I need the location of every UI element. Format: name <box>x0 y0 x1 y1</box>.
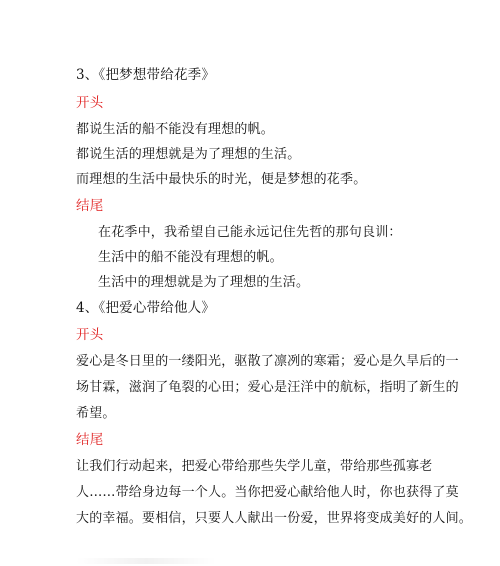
faded-bottom-mark <box>76 558 216 564</box>
section-4-opening-label: 开头 <box>76 327 104 343</box>
section-4-opening-line-3: 希望。 <box>76 406 116 421</box>
section-3-opening-line-2: 都说生活的理想就是为了理想的生活。 <box>76 147 301 162</box>
section-3-ending-line-1: 在花季中，我希望自己能永远记住先哲的那句良训： <box>98 225 402 240</box>
section-4-ending-line-1: 让我们行动起来，把爱心带给那些失学儿童，带给那些孤寡老 <box>76 459 433 474</box>
section-4-ending-line-3: 大的幸福。要相信，只要人人献出一份爱，世界将变成美好的人间。 <box>76 511 473 526</box>
section-3-ending-line-3: 生活中的理想就是为了理想的生活。 <box>98 275 310 290</box>
section-3-ending-label: 结尾 <box>76 198 104 214</box>
section-4-heading: 4、《把爱心带给他人》 <box>76 300 216 316</box>
section-3-ending-line-2: 生活中的船不能没有理想的帆。 <box>98 250 283 265</box>
section-4-ending-line-2: 人……带给身边每一个人。当你把爱心献给他人时，你也获得了莫 <box>76 485 459 500</box>
section-3-opening-label: 开头 <box>76 95 104 111</box>
section-4-opening-line-1: 爱心是冬日里的一缕阳光，驱散了凛冽的寒霜；爱心是久旱后的一 <box>76 354 459 369</box>
section-3-heading: 3、《把梦想带给花季》 <box>76 67 216 83</box>
section-3-opening-line-3: 而理想的生活中最快乐的时光，便是梦想的花季。 <box>76 172 367 187</box>
section-4-opening-line-2: 场甘霖，滋润了龟裂的心田；爱心是汪洋中的航标，指明了新生的 <box>76 380 459 395</box>
section-4-ending-label: 结尾 <box>76 432 104 448</box>
section-3-opening-line-1: 都说生活的船不能没有理想的帆。 <box>76 122 275 137</box>
